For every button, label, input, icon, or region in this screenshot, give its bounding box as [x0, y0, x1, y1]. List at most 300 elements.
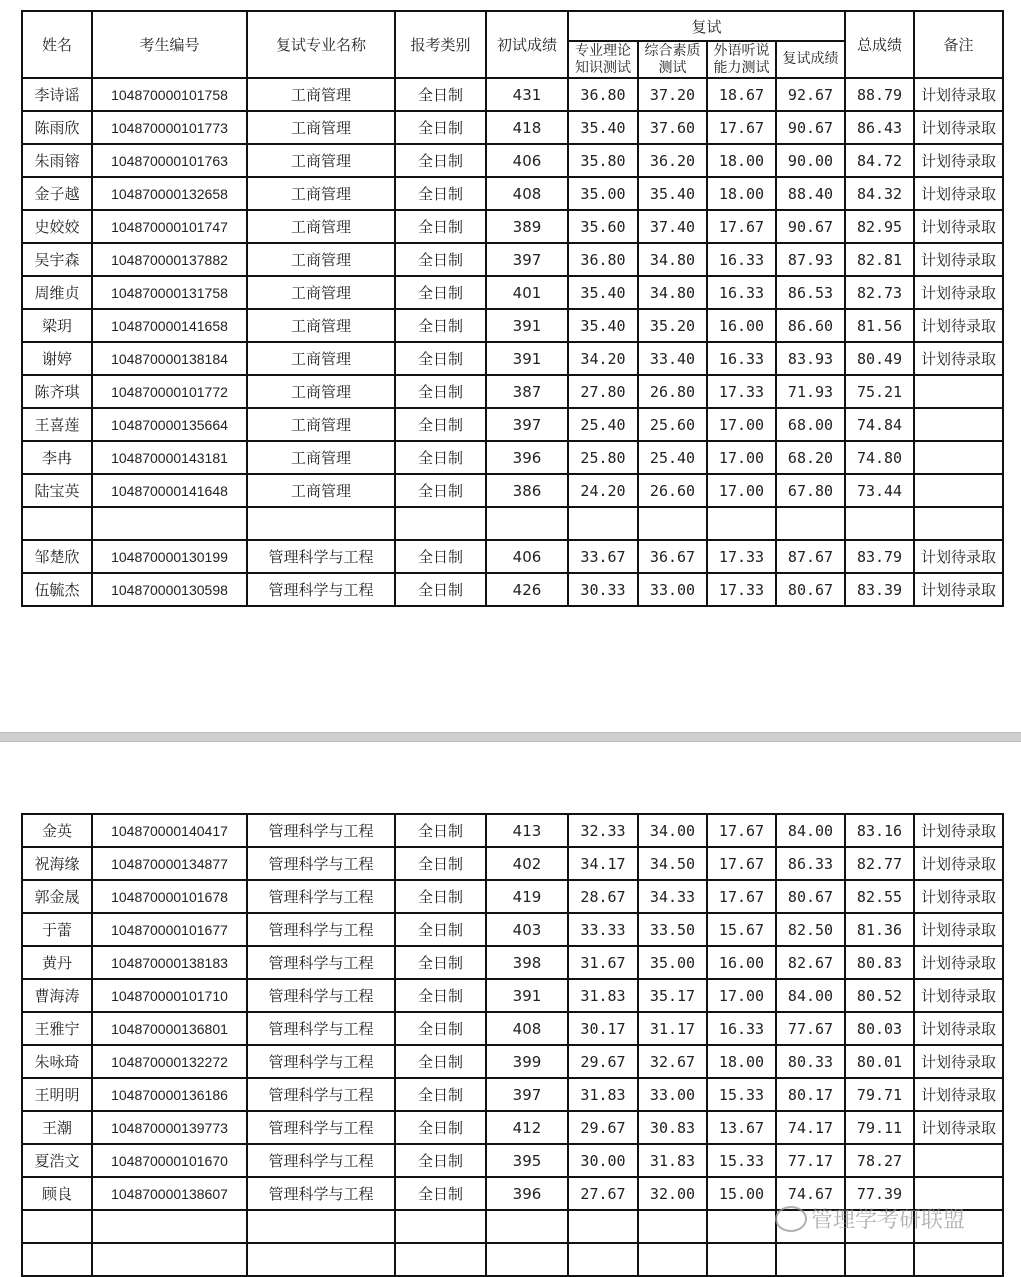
cell-language: 16.33 — [707, 342, 776, 375]
table-row — [22, 177, 1003, 210]
cell-name: 李诗谣 — [22, 78, 92, 111]
cell-retest: 77.17 — [776, 1144, 845, 1177]
cell-type: 全日制 — [395, 1045, 486, 1078]
cell-quality: 33.00 — [638, 1078, 707, 1111]
cell-quality: 32.67 — [638, 1045, 707, 1078]
cell-retest: 82.50 — [776, 913, 845, 946]
cell-name: 郭金晟 — [22, 880, 92, 913]
cell-retest: 84.00 — [776, 814, 845, 847]
cell-major: 工商管理 — [247, 210, 395, 243]
cell-total: 73.44 — [845, 474, 914, 507]
cell-theory: 30.17 — [568, 1012, 638, 1045]
cell-prelim: 397 — [486, 243, 568, 276]
cell-theory: 35.40 — [568, 309, 638, 342]
table-row — [22, 309, 1003, 342]
cell-language: 16.00 — [707, 946, 776, 979]
cell-quality: 26.80 — [638, 375, 707, 408]
cell-major: 管理科学与工程 — [247, 1111, 395, 1144]
cell-id: 104870000101670 — [92, 1144, 247, 1177]
cell-retest: 74.67 — [776, 1177, 845, 1210]
table-row — [22, 913, 1003, 946]
header-prelim: 初试成绩 — [486, 11, 568, 78]
cell-remark: 计划待录取 — [914, 177, 1003, 210]
header-type: 报考类别 — [395, 11, 486, 78]
table-row — [22, 1012, 1003, 1045]
cell-theory: 34.20 — [568, 342, 638, 375]
cell-type: 全日制 — [395, 375, 486, 408]
cell-prelim: 401 — [486, 276, 568, 309]
cell-language: 18.00 — [707, 1045, 776, 1078]
cell-name: 王雅宁 — [22, 1012, 92, 1045]
cell-type: 全日制 — [395, 276, 486, 309]
cell-quality: 34.33 — [638, 880, 707, 913]
cell-retest: 90.67 — [776, 210, 845, 243]
cell-id: 104870000101677 — [92, 913, 247, 946]
table-row — [22, 441, 1003, 474]
cell-retest: 90.67 — [776, 111, 845, 144]
cell-major: 管理科学与工程 — [247, 540, 395, 573]
cell-name: 王潮 — [22, 1111, 92, 1144]
cell-quality: 32.00 — [638, 1177, 707, 1210]
table-row — [22, 78, 1003, 111]
cell-quality: 36.20 — [638, 144, 707, 177]
table-row — [22, 1045, 1003, 1078]
cell-retest: 80.67 — [776, 880, 845, 913]
cell-prelim: 386 — [486, 474, 568, 507]
cell-name: 夏浩文 — [22, 1144, 92, 1177]
cell-prelim: 403 — [486, 913, 568, 946]
cell-major — [247, 507, 395, 540]
cell-quality: 31.83 — [638, 1144, 707, 1177]
cell-retest: 86.53 — [776, 276, 845, 309]
cell-total: 83.39 — [845, 573, 914, 606]
table-row — [22, 342, 1003, 375]
cell-theory: 30.00 — [568, 1144, 638, 1177]
cell-remark — [914, 1144, 1003, 1177]
cell-total: 80.01 — [845, 1045, 914, 1078]
cell-language: 13.67 — [707, 1111, 776, 1144]
cell-major — [247, 1243, 395, 1276]
cell-retest: 80.67 — [776, 573, 845, 606]
cell-theory — [568, 507, 638, 540]
cell-major: 管理科学与工程 — [247, 1177, 395, 1210]
cell-remark: 计划待录取 — [914, 946, 1003, 979]
cell-remark: 计划待录取 — [914, 78, 1003, 111]
cell-total: 82.95 — [845, 210, 914, 243]
cell-theory: 36.80 — [568, 243, 638, 276]
cell-quality — [638, 507, 707, 540]
cell-type: 全日制 — [395, 913, 486, 946]
cell-id: 104870000136801 — [92, 1012, 247, 1045]
cell-prelim: 406 — [486, 144, 568, 177]
cell-id: 104870000101763 — [92, 144, 247, 177]
cell-prelim: 391 — [486, 979, 568, 1012]
cell-id — [92, 507, 247, 540]
cell-theory: 29.67 — [568, 1045, 638, 1078]
cell-remark — [914, 507, 1003, 540]
cell-retest: 87.67 — [776, 540, 845, 573]
cell-theory: 35.80 — [568, 144, 638, 177]
cell-language: 18.00 — [707, 177, 776, 210]
cell-name: 李冉 — [22, 441, 92, 474]
cell-major: 管理科学与工程 — [247, 814, 395, 847]
cell-major — [247, 1210, 395, 1243]
cell-id: 104870000141658 — [92, 309, 247, 342]
wechat-icon — [775, 1206, 807, 1232]
cell-id: 104870000138183 — [92, 946, 247, 979]
cell-theory: 31.83 — [568, 979, 638, 1012]
cell-name: 谢婷 — [22, 342, 92, 375]
cell-retest — [776, 1243, 845, 1276]
cell-retest: 86.60 — [776, 309, 845, 342]
cell-language: 17.33 — [707, 375, 776, 408]
cell-prelim: 406 — [486, 540, 568, 573]
cell-language: 15.33 — [707, 1078, 776, 1111]
cell-name: 陈雨欣 — [22, 111, 92, 144]
cell-total: 80.52 — [845, 979, 914, 1012]
cell-id: 104870000138607 — [92, 1177, 247, 1210]
header-language: 外语听说能力测试 — [707, 41, 776, 78]
cell-major: 管理科学与工程 — [247, 979, 395, 1012]
cell-theory: 31.67 — [568, 946, 638, 979]
cell-quality: 34.50 — [638, 847, 707, 880]
cell-remark: 计划待录取 — [914, 276, 1003, 309]
cell-name: 陆宝英 — [22, 474, 92, 507]
cell-total: 82.73 — [845, 276, 914, 309]
cell-prelim: 389 — [486, 210, 568, 243]
cell-remark: 计划待录取 — [914, 342, 1003, 375]
cell-language: 17.00 — [707, 474, 776, 507]
cell-theory: 28.67 — [568, 880, 638, 913]
cell-retest: 82.67 — [776, 946, 845, 979]
score-table-page-1 — [21, 10, 1004, 607]
cell-language: 16.33 — [707, 243, 776, 276]
cell-quality: 37.40 — [638, 210, 707, 243]
table-row — [22, 474, 1003, 507]
cell-id — [92, 1243, 247, 1276]
cell-theory: 35.40 — [568, 276, 638, 309]
cell-name: 邹楚欣 — [22, 540, 92, 573]
cell-prelim: 395 — [486, 1144, 568, 1177]
cell-major: 管理科学与工程 — [247, 1045, 395, 1078]
cell-id: 104870000138184 — [92, 342, 247, 375]
cell-type: 全日制 — [395, 573, 486, 606]
cell-remark: 计划待录取 — [914, 880, 1003, 913]
table-row — [22, 276, 1003, 309]
cell-name: 吴宇森 — [22, 243, 92, 276]
cell-prelim: 419 — [486, 880, 568, 913]
watermark-text: 管理学考研联盟 — [811, 1208, 966, 1233]
cell-quality: 34.00 — [638, 814, 707, 847]
cell-remark: 计划待录取 — [914, 814, 1003, 847]
cell-id: 104870000130199 — [92, 540, 247, 573]
table-row — [22, 946, 1003, 979]
cell-major: 管理科学与工程 — [247, 1078, 395, 1111]
cell-name: 周维贞 — [22, 276, 92, 309]
cell-major: 工商管理 — [247, 144, 395, 177]
table-row — [22, 880, 1003, 913]
cell-quality: 37.20 — [638, 78, 707, 111]
cell-language — [707, 1210, 776, 1243]
cell-prelim — [486, 1243, 568, 1276]
cell-language: 17.67 — [707, 814, 776, 847]
cell-id: 104870000101773 — [92, 111, 247, 144]
cell-prelim: 426 — [486, 573, 568, 606]
cell-retest: 80.33 — [776, 1045, 845, 1078]
cell-theory: 24.20 — [568, 474, 638, 507]
cell-major: 管理科学与工程 — [247, 847, 395, 880]
table-row — [22, 1144, 1003, 1177]
cell-theory: 31.83 — [568, 1078, 638, 1111]
cell-total: 84.32 — [845, 177, 914, 210]
header-quality: 综合素质测试 — [638, 41, 707, 78]
cell-remark: 计划待录取 — [914, 979, 1003, 1012]
cell-retest: 68.00 — [776, 408, 845, 441]
cell-theory — [568, 1210, 638, 1243]
cell-quality: 26.60 — [638, 474, 707, 507]
watermark — [775, 1203, 965, 1234]
cell-theory: 36.80 — [568, 78, 638, 111]
cell-prelim: 396 — [486, 1177, 568, 1210]
table-row — [22, 408, 1003, 441]
cell-major: 管理科学与工程 — [247, 1144, 395, 1177]
cell-prelim: 396 — [486, 441, 568, 474]
cell-theory: 33.67 — [568, 540, 638, 573]
cell-total: 81.56 — [845, 309, 914, 342]
cell-total: 84.72 — [845, 144, 914, 177]
cell-quality: 36.67 — [638, 540, 707, 573]
cell-id: 104870000137882 — [92, 243, 247, 276]
cell-total: 75.21 — [845, 375, 914, 408]
cell-id — [92, 1210, 247, 1243]
cell-prelim: 431 — [486, 78, 568, 111]
cell-major: 管理科学与工程 — [247, 573, 395, 606]
table-row — [22, 1078, 1003, 1111]
cell-quality: 35.00 — [638, 946, 707, 979]
cell-prelim: 408 — [486, 177, 568, 210]
cell-prelim: 399 — [486, 1045, 568, 1078]
cell-name: 梁玥 — [22, 309, 92, 342]
cell-retest: 86.33 — [776, 847, 845, 880]
table-row — [22, 144, 1003, 177]
header-total: 总成绩 — [845, 11, 914, 78]
table-body-1 — [22, 78, 1003, 606]
table-row — [22, 507, 1003, 540]
cell-remark: 计划待录取 — [914, 1111, 1003, 1144]
cell-id: 104870000101678 — [92, 880, 247, 913]
cell-id: 104870000143181 — [92, 441, 247, 474]
cell-id: 104870000135664 — [92, 408, 247, 441]
table-row — [22, 243, 1003, 276]
cell-retest: 80.17 — [776, 1078, 845, 1111]
cell-type — [395, 1243, 486, 1276]
cell-remark: 计划待录取 — [914, 847, 1003, 880]
cell-id: 104870000131758 — [92, 276, 247, 309]
cell-type: 全日制 — [395, 1012, 486, 1045]
cell-major: 工商管理 — [247, 276, 395, 309]
cell-type: 全日制 — [395, 309, 486, 342]
cell-name: 陈齐琪 — [22, 375, 92, 408]
cell-type: 全日制 — [395, 880, 486, 913]
cell-prelim: 402 — [486, 847, 568, 880]
cell-prelim: 412 — [486, 1111, 568, 1144]
cell-language: 18.00 — [707, 144, 776, 177]
cell-quality: 25.40 — [638, 441, 707, 474]
header-major: 复试专业名称 — [247, 11, 395, 78]
cell-type: 全日制 — [395, 540, 486, 573]
cell-major: 管理科学与工程 — [247, 946, 395, 979]
cell-retest: 83.93 — [776, 342, 845, 375]
cell-total: 80.49 — [845, 342, 914, 375]
cell-major: 工商管理 — [247, 375, 395, 408]
cell-prelim: 408 — [486, 1012, 568, 1045]
cell-prelim: 397 — [486, 1078, 568, 1111]
cell-id: 104870000132272 — [92, 1045, 247, 1078]
cell-total: 83.16 — [845, 814, 914, 847]
cell-theory: 34.17 — [568, 847, 638, 880]
cell-major: 工商管理 — [247, 243, 395, 276]
cell-retest: 74.17 — [776, 1111, 845, 1144]
header-name: 姓名 — [22, 11, 92, 78]
cell-language: 17.67 — [707, 210, 776, 243]
cell-name — [22, 1243, 92, 1276]
cell-name — [22, 1210, 92, 1243]
cell-theory: 35.60 — [568, 210, 638, 243]
cell-id: 104870000101747 — [92, 210, 247, 243]
cell-prelim — [486, 1210, 568, 1243]
cell-remark: 计划待录取 — [914, 573, 1003, 606]
cell-major: 工商管理 — [247, 408, 395, 441]
cell-remark: 计划待录取 — [914, 1078, 1003, 1111]
cell-name: 王喜莲 — [22, 408, 92, 441]
cell-name: 金英 — [22, 814, 92, 847]
cell-prelim: 398 — [486, 946, 568, 979]
cell-type: 全日制 — [395, 814, 486, 847]
cell-language: 17.67 — [707, 880, 776, 913]
cell-retest: 68.20 — [776, 441, 845, 474]
cell-total — [845, 1243, 914, 1276]
cell-language: 15.33 — [707, 1144, 776, 1177]
cell-total: 82.77 — [845, 847, 914, 880]
cell-language: 17.00 — [707, 408, 776, 441]
cell-retest: 67.80 — [776, 474, 845, 507]
cell-major: 管理科学与工程 — [247, 880, 395, 913]
cell-theory: 33.33 — [568, 913, 638, 946]
cell-id: 104870000101772 — [92, 375, 247, 408]
cell-id: 104870000136186 — [92, 1078, 247, 1111]
cell-id: 104870000101758 — [92, 78, 247, 111]
cell-type: 全日制 — [395, 1078, 486, 1111]
cell-total: 86.43 — [845, 111, 914, 144]
cell-quality: 35.40 — [638, 177, 707, 210]
cell-theory: 25.40 — [568, 408, 638, 441]
cell-remark: 计划待录取 — [914, 111, 1003, 144]
cell-quality: 34.80 — [638, 276, 707, 309]
cell-prelim: 391 — [486, 309, 568, 342]
cell-total: 88.79 — [845, 78, 914, 111]
cell-type: 全日制 — [395, 946, 486, 979]
cell-type — [395, 507, 486, 540]
cell-quality — [638, 1210, 707, 1243]
cell-type: 全日制 — [395, 342, 486, 375]
cell-id: 104870000140417 — [92, 814, 247, 847]
cell-name: 朱雨镕 — [22, 144, 92, 177]
cell-language — [707, 507, 776, 540]
cell-total: 74.84 — [845, 408, 914, 441]
cell-remark: 计划待录取 — [914, 144, 1003, 177]
cell-retest: 88.40 — [776, 177, 845, 210]
cell-name: 于蕾 — [22, 913, 92, 946]
cell-language: 17.67 — [707, 111, 776, 144]
cell-quality: 34.80 — [638, 243, 707, 276]
cell-type: 全日制 — [395, 111, 486, 144]
cell-type: 全日制 — [395, 210, 486, 243]
cell-retest: 77.67 — [776, 1012, 845, 1045]
cell-retest: 84.00 — [776, 979, 845, 1012]
table-row — [22, 1243, 1003, 1276]
cell-id: 104870000141648 — [92, 474, 247, 507]
header-row — [22, 11, 1003, 41]
cell-total: 80.83 — [845, 946, 914, 979]
cell-total: 81.36 — [845, 913, 914, 946]
table-row — [22, 210, 1003, 243]
cell-retest: 87.93 — [776, 243, 845, 276]
cell-id: 104870000134877 — [92, 847, 247, 880]
cell-major: 管理科学与工程 — [247, 913, 395, 946]
cell-name: 顾良 — [22, 1177, 92, 1210]
header-remark: 备注 — [914, 11, 1003, 78]
table-row — [22, 814, 1003, 847]
cell-total: 82.81 — [845, 243, 914, 276]
cell-remark — [914, 1243, 1003, 1276]
cell-type: 全日制 — [395, 979, 486, 1012]
cell-language: 17.00 — [707, 441, 776, 474]
cell-quality: 35.20 — [638, 309, 707, 342]
cell-language: 18.67 — [707, 78, 776, 111]
cell-prelim — [486, 507, 568, 540]
cell-quality: 37.60 — [638, 111, 707, 144]
cell-language: 16.33 — [707, 1012, 776, 1045]
cell-type: 全日制 — [395, 408, 486, 441]
cell-major: 管理科学与工程 — [247, 1012, 395, 1045]
cell-theory: 27.67 — [568, 1177, 638, 1210]
cell-name — [22, 507, 92, 540]
cell-type: 全日制 — [395, 474, 486, 507]
cell-theory: 35.00 — [568, 177, 638, 210]
cell-prelim: 391 — [486, 342, 568, 375]
page-separator — [0, 732, 1021, 742]
cell-total: 74.80 — [845, 441, 914, 474]
cell-remark: 计划待录取 — [914, 1012, 1003, 1045]
header-theory: 专业理论知识测试 — [568, 41, 638, 78]
cell-major: 工商管理 — [247, 78, 395, 111]
cell-total: 82.55 — [845, 880, 914, 913]
table-row — [22, 111, 1003, 144]
cell-theory: 30.33 — [568, 573, 638, 606]
table-row — [22, 1111, 1003, 1144]
cell-prelim: 418 — [486, 111, 568, 144]
cell-language: 15.67 — [707, 913, 776, 946]
cell-type: 全日制 — [395, 1144, 486, 1177]
cell-major: 工商管理 — [247, 177, 395, 210]
cell-remark: 计划待录取 — [914, 210, 1003, 243]
cell-language: 17.33 — [707, 540, 776, 573]
cell-theory — [568, 1243, 638, 1276]
cell-remark: 计划待录取 — [914, 309, 1003, 342]
cell-theory: 25.80 — [568, 441, 638, 474]
cell-major: 工商管理 — [247, 342, 395, 375]
cell-remark — [914, 474, 1003, 507]
